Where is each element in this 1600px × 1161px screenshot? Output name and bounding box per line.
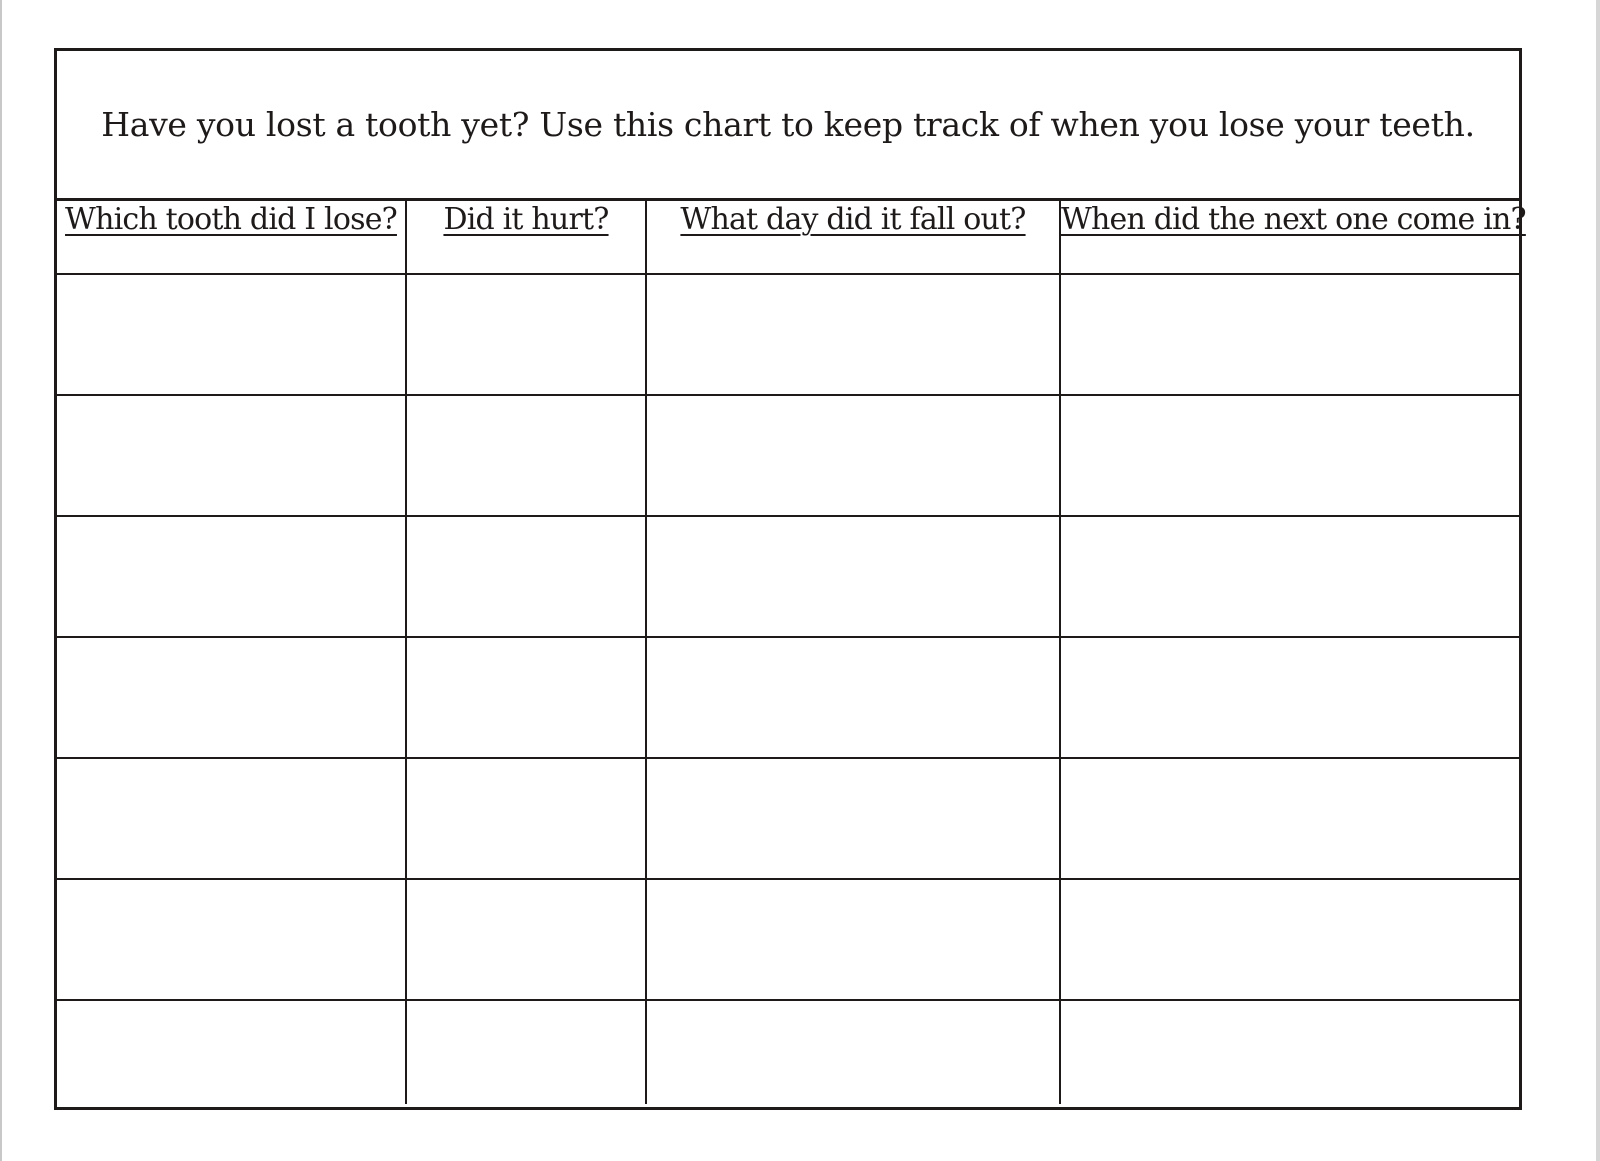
table-row <box>57 879 1519 1000</box>
table-row <box>57 758 1519 879</box>
entry-cell[interactable] <box>646 1000 1060 1104</box>
title-banner <box>57 51 1519 201</box>
entry-cell[interactable] <box>1060 516 1519 637</box>
table-row <box>57 395 1519 516</box>
column-header: Did it hurt? <box>443 202 609 237</box>
tooth-tracker-worksheet <box>54 48 1526 1110</box>
entry-cell[interactable] <box>406 516 646 637</box>
header-cell-which-tooth <box>57 198 406 274</box>
header-row <box>57 198 1519 274</box>
entry-cell[interactable] <box>646 879 1060 1000</box>
entry-cell[interactable] <box>406 637 646 758</box>
entry-cell[interactable] <box>406 758 646 879</box>
entry-cell[interactable] <box>646 395 1060 516</box>
entry-cell[interactable] <box>1060 879 1519 1000</box>
table-row <box>57 1000 1519 1104</box>
column-header: When did the next one come in? <box>1061 202 1526 237</box>
entry-cell[interactable] <box>646 758 1060 879</box>
header-cell-what-day <box>646 198 1060 274</box>
entry-cell[interactable] <box>406 274 646 395</box>
table-row <box>57 637 1519 758</box>
entry-cell[interactable] <box>1060 637 1519 758</box>
entry-cell[interactable] <box>57 758 406 879</box>
entry-cell[interactable] <box>1060 395 1519 516</box>
column-header: Which tooth did I lose? <box>65 202 397 237</box>
entry-cell[interactable] <box>646 637 1060 758</box>
table-row <box>57 274 1519 395</box>
header-cell-next-one <box>1060 198 1526 274</box>
entry-cell[interactable] <box>646 516 1060 637</box>
worksheet-title: Have you lost a tooth yet? Use this chart to keep track of when you lose your teeth. <box>101 105 1475 144</box>
entry-cell[interactable] <box>406 879 646 1000</box>
entry-cell[interactable] <box>406 1000 646 1104</box>
entry-cell[interactable] <box>406 395 646 516</box>
table-row <box>57 516 1519 637</box>
entry-cell[interactable] <box>646 274 1060 395</box>
column-header: What day did it fall out? <box>680 202 1026 237</box>
page-right-edge <box>1596 0 1600 1161</box>
entry-cell[interactable] <box>57 879 406 1000</box>
entry-cell[interactable] <box>1060 274 1519 395</box>
entry-cell[interactable] <box>57 1000 406 1104</box>
entry-cell[interactable] <box>57 516 406 637</box>
entry-cell[interactable] <box>57 274 406 395</box>
entry-cell[interactable] <box>57 395 406 516</box>
header-cell-did-it-hurt <box>406 198 646 274</box>
page-left-edge <box>0 0 2 1161</box>
tooth-chart-table <box>57 198 1526 1104</box>
entry-cell[interactable] <box>57 637 406 758</box>
entry-cell[interactable] <box>1060 758 1519 879</box>
entry-cell[interactable] <box>1060 1000 1519 1104</box>
